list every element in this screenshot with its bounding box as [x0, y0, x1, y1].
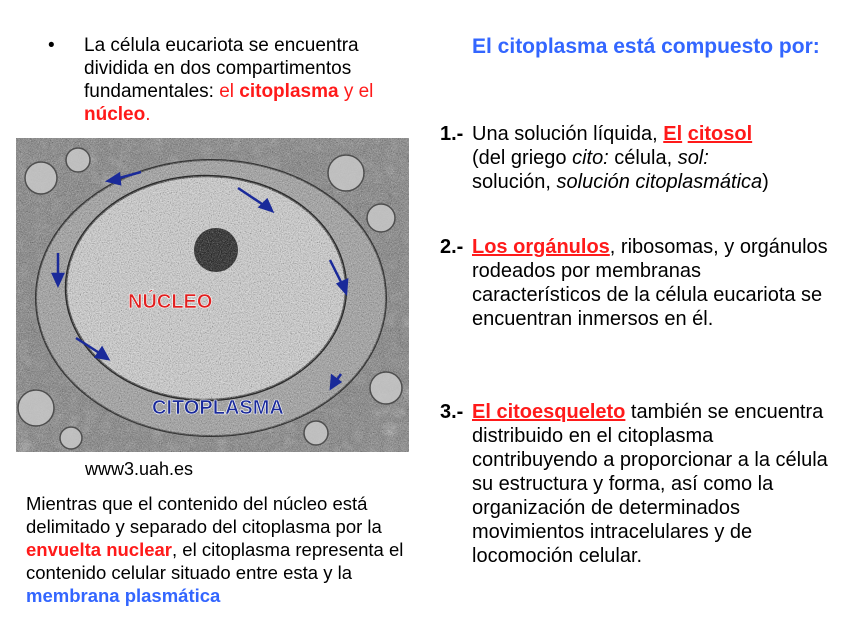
cytoplasm-label: CITOPLASMA: [152, 397, 284, 419]
list-item-2: [440, 235, 830, 331]
bullet-marker: •: [48, 35, 55, 56]
right-title: El citoplasma está compuesto por:: [472, 35, 820, 58]
item2-key: Los orgánulos: [472, 236, 610, 258]
item-number: 1.-: [440, 123, 464, 145]
para-envuelta: envuelta nuclear: [26, 539, 173, 560]
item3-text: también se encuentra distribuido en el citoplasma contribuyendo a proporcionar a la célula su estructura y forma, así como la organización de determinados movimientos intracelulares y de locomoción celular.: [472, 401, 828, 567]
intro-citoplasma: citoplasma: [239, 81, 339, 102]
para-membrana: membrana plasmática: [26, 585, 221, 606]
nucleus-label: NÚCLEO: [128, 291, 213, 313]
item3-key: El citoesqueleto: [472, 401, 626, 423]
intro-nucleo: núcleo: [84, 104, 146, 125]
item2-text: , ribosomas, y orgánulos rodeados por membranas característicos de la célula eucariota se encuentran inmersos en él.: [472, 236, 828, 330]
intro-y-el: y el: [338, 81, 374, 102]
item1-intro: Una solución líquida,: [472, 123, 664, 145]
intro-el: el: [219, 81, 240, 102]
list-item-3: [440, 400, 830, 568]
item-number: 2.-: [440, 236, 464, 258]
intro-text: [84, 34, 418, 126]
image-source: www3.uah.es: [85, 459, 194, 479]
item1-cito: cito:: [572, 147, 609, 169]
item1-citosol: citosol: [687, 123, 753, 145]
item1-text-d: ): [762, 171, 769, 193]
micrograph-svg: [16, 138, 409, 452]
item-number: 3.-: [440, 401, 464, 423]
intro-bullet: [48, 34, 418, 126]
list-item-1: [440, 122, 830, 194]
item1-solcit: solución citoplasmática: [556, 171, 763, 193]
intro-period: .: [145, 104, 151, 125]
item1-text-c: solución,: [472, 171, 557, 193]
cell-micrograph: [16, 138, 409, 452]
para-text-1: Mientras que el contenido del núcleo está delimitado y separado del citoplasma por la: [26, 493, 382, 537]
item1-text-a: (del griego: [472, 147, 573, 169]
item1-el: El: [663, 123, 683, 145]
item1-sol: sol:: [677, 147, 709, 169]
bottom-paragraph: [26, 492, 426, 607]
item1-text-b: célula,: [608, 147, 678, 169]
intro-sentence: La célula eucariota se encuentra dividida en dos compartimentos fundamentales:: [84, 35, 359, 102]
para-text-2: , el citoplasma representa el contenido celular situado entre esta y la: [26, 539, 404, 583]
